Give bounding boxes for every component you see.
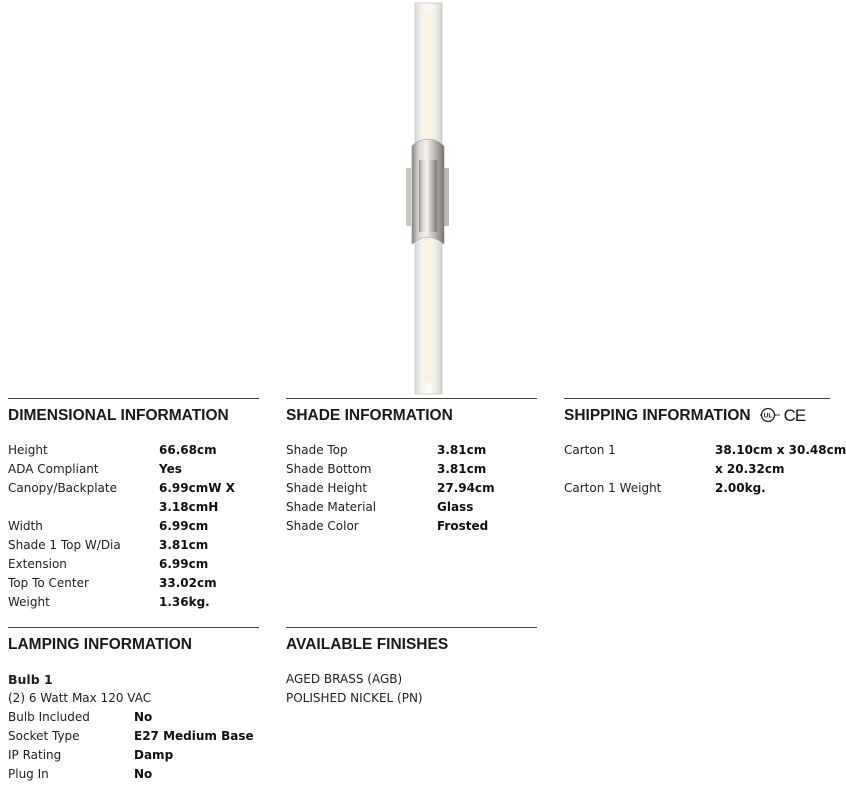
shipping-row xyxy=(564,479,830,498)
shipping-title xyxy=(564,398,830,426)
dimensional-row xyxy=(8,498,259,517)
lamping-label: Socket Type xyxy=(8,729,80,743)
dimensional-value: Yes xyxy=(159,462,182,476)
shade-section xyxy=(286,398,537,536)
lamping-rows xyxy=(8,708,259,784)
shipping-value: x 20.32cm xyxy=(715,462,785,476)
shade-label: Shade Color xyxy=(286,519,359,533)
dimensional-row xyxy=(8,441,259,460)
dimensional-row xyxy=(8,517,259,536)
shipping-row xyxy=(564,441,846,460)
bulb-heading: Bulb 1 xyxy=(8,672,53,687)
dimensional-section xyxy=(8,398,259,612)
dimensional-label: Height xyxy=(8,443,48,457)
dimensional-title: DIMENSIONAL INFORMATION xyxy=(8,398,259,426)
shipping-section xyxy=(564,398,846,498)
lamping-row xyxy=(8,746,259,765)
dimensional-rows xyxy=(8,441,259,612)
dimensional-value: 6.99cmW X xyxy=(159,481,235,495)
dimensional-row xyxy=(8,460,259,479)
shade-row xyxy=(286,517,537,536)
shade-title: SHADE INFORMATION xyxy=(286,398,537,426)
lamping-row xyxy=(8,765,259,784)
shipping-label: Carton 1 xyxy=(564,443,616,457)
ce-mark-icon: CE xyxy=(783,406,806,425)
lamping-label: Bulb Included xyxy=(8,710,90,724)
dimensional-label: Canopy/Backplate xyxy=(8,481,117,495)
shade-value: Frosted xyxy=(437,519,489,533)
shipping-row xyxy=(564,460,830,479)
shipping-title-text: SHIPPING INFORMATION xyxy=(564,407,751,424)
dimensional-label: Shade 1 Top W/Dia xyxy=(8,538,121,552)
dimensional-value: 6.99cm xyxy=(159,519,209,533)
svg-text:us: us xyxy=(774,412,780,417)
finish-item xyxy=(286,689,537,708)
dimensional-row xyxy=(8,536,259,555)
shade-row xyxy=(286,441,537,460)
shade-row xyxy=(286,460,537,479)
lamping-row xyxy=(8,708,259,727)
dimensional-row xyxy=(8,593,259,612)
lamping-value: Damp xyxy=(134,748,174,762)
dimensional-row xyxy=(8,479,259,498)
shipping-rows xyxy=(564,441,846,498)
dimensional-value: 1.36kg. xyxy=(159,595,210,609)
shade-row xyxy=(286,498,537,517)
lamping-label: IP Rating xyxy=(8,748,62,762)
finishes-list xyxy=(286,670,537,708)
finishes-section xyxy=(286,627,537,708)
shipping-value: 38.10cm x 30.48cm xyxy=(715,443,846,457)
shade-label: Shade Height xyxy=(286,481,368,495)
bulb-description: (2) 6 Watt Max 120 VAC xyxy=(8,691,152,705)
shipping-label: Carton 1 Weight xyxy=(564,481,662,495)
product-image xyxy=(395,0,465,395)
lamping-title: LAMPING INFORMATION xyxy=(8,627,259,655)
shade-label: Shade Material xyxy=(286,500,377,514)
dimensional-label: Weight xyxy=(8,595,50,609)
lamping-value: E27 Medium Base xyxy=(134,729,254,743)
lamping-body xyxy=(8,670,259,784)
dimensional-value: 3.81cm xyxy=(159,538,209,552)
ul-text: UL xyxy=(763,412,772,420)
dimensional-label: Width xyxy=(8,519,43,533)
shade-label: Shade Bottom xyxy=(286,462,372,476)
finish-label: POLISHED NICKEL (PN) xyxy=(286,691,423,705)
dimensional-row xyxy=(8,555,259,574)
finish-label: AGED BRASS (AGB) xyxy=(286,672,403,686)
dimensional-row xyxy=(8,574,259,593)
shade-label: Shade Top xyxy=(286,443,348,457)
shade-rows xyxy=(286,441,537,536)
dimensional-value: 6.99cm xyxy=(159,557,209,571)
lamping-row xyxy=(8,727,259,746)
lamping-value: No xyxy=(134,710,153,724)
dimensional-value: 66.68cm xyxy=(159,443,217,457)
ul-listed-icon xyxy=(759,407,781,425)
certification-marks xyxy=(759,406,806,426)
lamping-label: Plug In xyxy=(8,767,49,781)
finish-item xyxy=(286,670,537,689)
svg-text:c: c xyxy=(759,412,762,417)
dimensional-label: Top To Center xyxy=(8,576,89,590)
shade-value: 3.81cm xyxy=(437,462,487,476)
finishes-title: AVAILABLE FINISHES xyxy=(286,627,537,655)
lamping-section xyxy=(8,627,259,784)
dimensional-value: 3.18cmH xyxy=(159,500,219,514)
shade-value: 3.81cm xyxy=(437,443,487,457)
shade-value: Glass xyxy=(437,500,474,514)
shipping-value: 2.00kg. xyxy=(715,481,766,495)
lamping-value: No xyxy=(134,767,153,781)
shade-value: 27.94cm xyxy=(437,481,495,495)
shade-row xyxy=(286,479,537,498)
dimensional-value: 33.02cm xyxy=(159,576,217,590)
dimensional-label: ADA Compliant xyxy=(8,462,99,476)
dimensional-label: Extension xyxy=(8,557,67,571)
